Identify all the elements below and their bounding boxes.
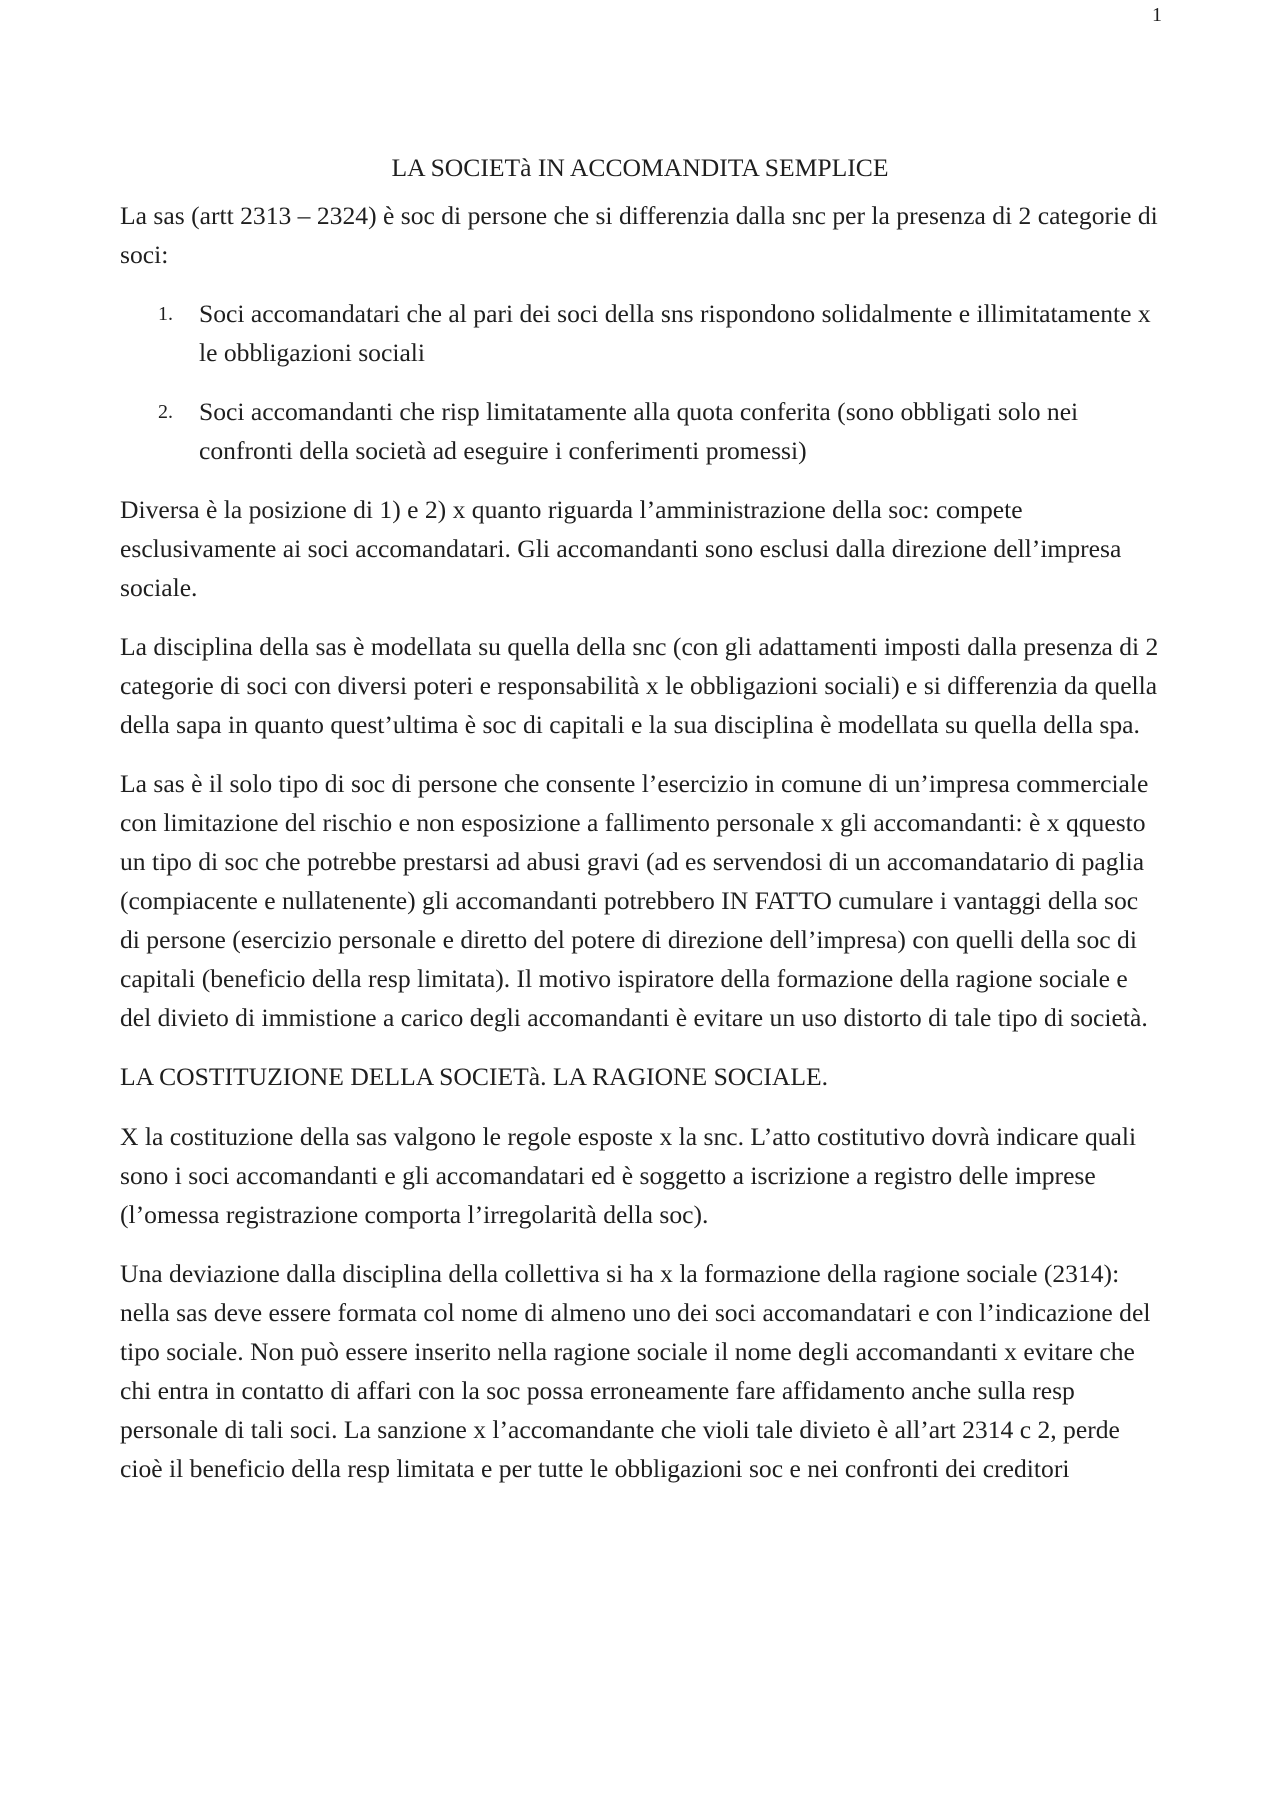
- paragraph-abuse-risk: La sas è il solo tipo di soc di persone che consente l’esercizio in comune di un’impresa commerciale con limitazione del rischio e non esposizione a fallimento personale x gli accomandanti: è x qquesto un tipo di soc che potrebbe prestarsi ad abusi gravi (ad es servendosi di un accomandatario di paglia (compiacente e nullatenente) gli accomandanti potrebbero IN FATTO cumulare i vantaggi della soc di persone (esercizio personale e diretto del potere di direzione dell’impresa) con quelli della soc di capitali (beneficio della resp limitata). Il motivo ispiratore della formazione della ragione sociale e del divieto di immistione a carico degli accomandanti è evitare un uso distorto di tale tipo di società.: [120, 769, 1149, 1032]
- paragraph-discipline: La disciplina della sas è modellata su quella della snc (con gli adattamenti imposti dalla presenza di 2 categorie di soci con diversi poteri e responsabilità x le obbligazioni sociali) e si differenzia da quella della sapa in quanto quest’ultima è soc di capitali e la sua disciplina è modellata su quella della spa.: [120, 632, 1159, 739]
- list-item: [120, 392, 1160, 470]
- list-item-text: Soci accomandatari che al pari dei soci della sns rispondono solidalmente e illimitatamente x le obbligazioni sociali: [199, 299, 1151, 367]
- list-item-number: 2.: [158, 401, 173, 423]
- document-title: LA SOCIETà IN ACCOMANDITA SEMPLICE: [391, 153, 889, 182]
- section-heading: LA COSTITUZIONE DELLA SOCIETà. LA RAGIONE SOCIALE.: [120, 1062, 829, 1091]
- intro-paragraph: La sas (artt 2313 – 2324) è soc di persone che si differenzia dalla snc per la presenza di 2 categorie di soci:: [120, 201, 1158, 269]
- paragraph-administration: Diversa è la posizione di 1) e 2) x quanto riguarda l’amministrazione della soc: compete esclusivamente ai soci accomandatari. Gli accomandanti sono esclusi dalla direzione dell’impresa sociale.: [120, 495, 1122, 602]
- paragraph-constitution: X la costituzione della sas valgono le regole esposte x la snc. L’atto costitutivo dovrà indicare quali sono i soci accomandanti e gli accomandatari ed è soggetto a iscrizione a registro delle imprese (l’omessa registrazione comporta l’irregolarità della soc).: [120, 1122, 1137, 1229]
- list-item-text: Soci accomandanti che risp limitatamente alla quota conferita (sono obbligati solo nei confronti della società ad eseguire i conferimenti promessi): [199, 397, 1079, 465]
- paragraph-company-name: Una deviazione dalla disciplina della collettiva si ha x la formazione della ragione sociale (2314): nella sas deve essere formata col nome di almeno uno dei soci accomandatari e con l’indicazione del tipo sociale. Non può essere inserito nella ragione sociale il nome degli accomandanti x evitare che chi entra in contatto di affari con la soc possa erroneamente fare affidamento anche sulla resp personale di tali soci. La sanzione x l’accomandante che violi tale divieto è all’art 2314 c 2, perde cioè il beneficio della resp limitata e per tutte le obbligazioni soc e nei confronti dei creditori: [120, 1259, 1151, 1483]
- document-body: [120, 148, 1160, 1508]
- list-item-number: 1.: [158, 303, 173, 325]
- list-item: [120, 294, 1160, 372]
- page-number: 1: [1152, 4, 1162, 26]
- partner-categories-list: [120, 294, 1160, 470]
